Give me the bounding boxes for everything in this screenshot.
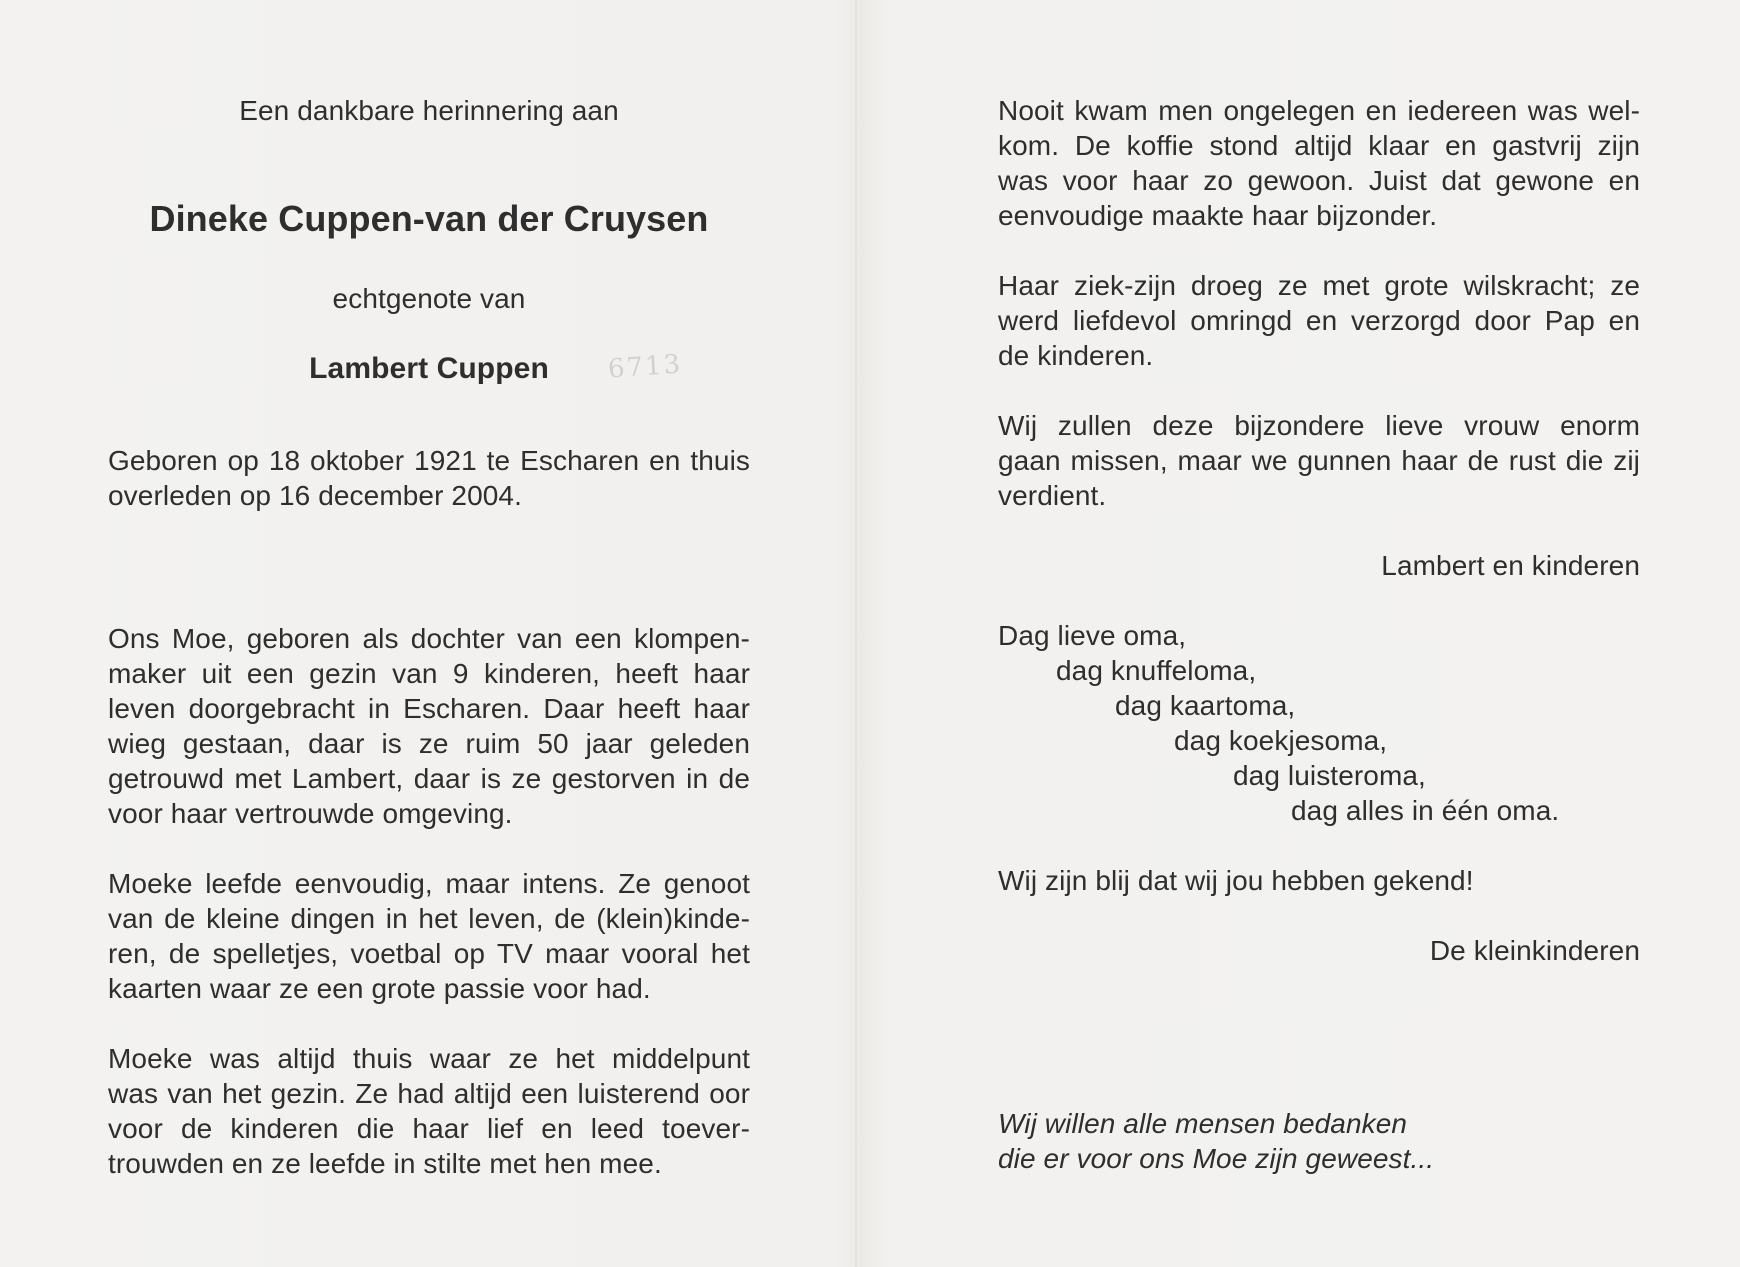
paragraph-line: voor haar vertrouwde omgeving. [108,798,513,829]
paragraph-line: eenvoudige maakte haar bijzonder. [998,200,1438,231]
paragraph-line: Moeke leefde eenvoudig, maar intens. Ze genoot [108,868,750,899]
paragraph-line: werd liefdevol omringd en verzorgd door Pap en [998,305,1640,336]
paragraph-line: kom. De koffie stond altijd klaar en gastvrij zijn [998,130,1640,161]
relation-text: echtgenote van [332,283,526,314]
poem-line: dag koekjesoma, [1174,725,1388,756]
signature-family: Lambert en kinderen [1381,550,1640,581]
life-dates-line: overleden op 16 december 2004. [108,480,522,511]
poem-line: dag knuffeloma, [1056,655,1257,686]
poem-line: dag luisteroma, [1233,760,1426,791]
paragraph-line: getrouwd met Lambert, daar is ze gestorven in de [108,763,750,794]
paragraph-line: Haar ziek-zijn droeg ze met grote wilskracht; ze [998,270,1640,301]
paragraph-line: Nooit kwam men ongelegen en iedereen was wel- [998,95,1640,126]
spouse-name: Lambert Cuppen [309,352,549,385]
paragraph-line: ren, de spelletjes, voetbal op TV maar vooral het [108,938,750,969]
paragraph-line: leven doorgebracht in Escharen. Daar heeft haar [108,693,750,724]
paragraph-line: kaarten waar ze een grote passie voor had. [108,973,651,1004]
paragraph-line: gaan missen, maar we gunnen haar de rust die zij [998,445,1640,476]
thanks-line: die er voor ons Moe zijn geweest... [998,1143,1435,1174]
paragraph-line: was van het gezin. Ze had altijd een luisterend oor [108,1078,750,1109]
paragraph-line: van de kleine dingen in het leven, de (klein)kinde- [108,903,750,934]
closing-text: Wij zijn blij dat wij jou hebben gekend! [998,865,1474,896]
intro-text: Een dankbare herinnering aan [239,95,619,126]
paragraph-line: de kinderen. [998,340,1154,371]
poem-line: dag alles in één oma. [1291,795,1560,826]
paragraph-line: Moeke was altijd thuis waar ze het middelpunt [108,1043,750,1074]
pencil-annotation: 6713 [607,349,684,385]
paragraph-line: maker uit een gezin van 9 kinderen, heeft haar [108,658,750,689]
paragraph-line: trouwden en ze leefde in stilte met hen mee. [108,1148,662,1179]
card-fold [855,0,857,1267]
life-dates-line: Geboren op 18 oktober 1921 te Escharen en thuis [108,445,750,476]
poem-line: dag kaartoma, [1115,690,1296,721]
paragraph-line: verdient. [998,480,1107,511]
deceased-name: Dineke Cuppen-van der Cruysen [149,198,709,239]
paragraph-line: Ons Moe, geboren als dochter van een klompen- [108,623,750,654]
paragraph-line: Wij zullen deze bijzondere lieve vrouw enorm [998,410,1640,441]
paragraph-line: wieg gestaan, daar is ze ruim 50 jaar geleden [108,728,750,759]
paragraph-line: was voor haar zo gewoon. Juist dat gewone en [998,165,1640,196]
paragraph-line: voor de kinderen die haar lief en leed toever- [108,1113,750,1144]
signature-grandchildren: De kleinkinderen [1429,935,1640,966]
thanks-line: Wij willen alle mensen bedanken [998,1108,1408,1139]
poem-line: Dag lieve oma, [998,620,1187,651]
